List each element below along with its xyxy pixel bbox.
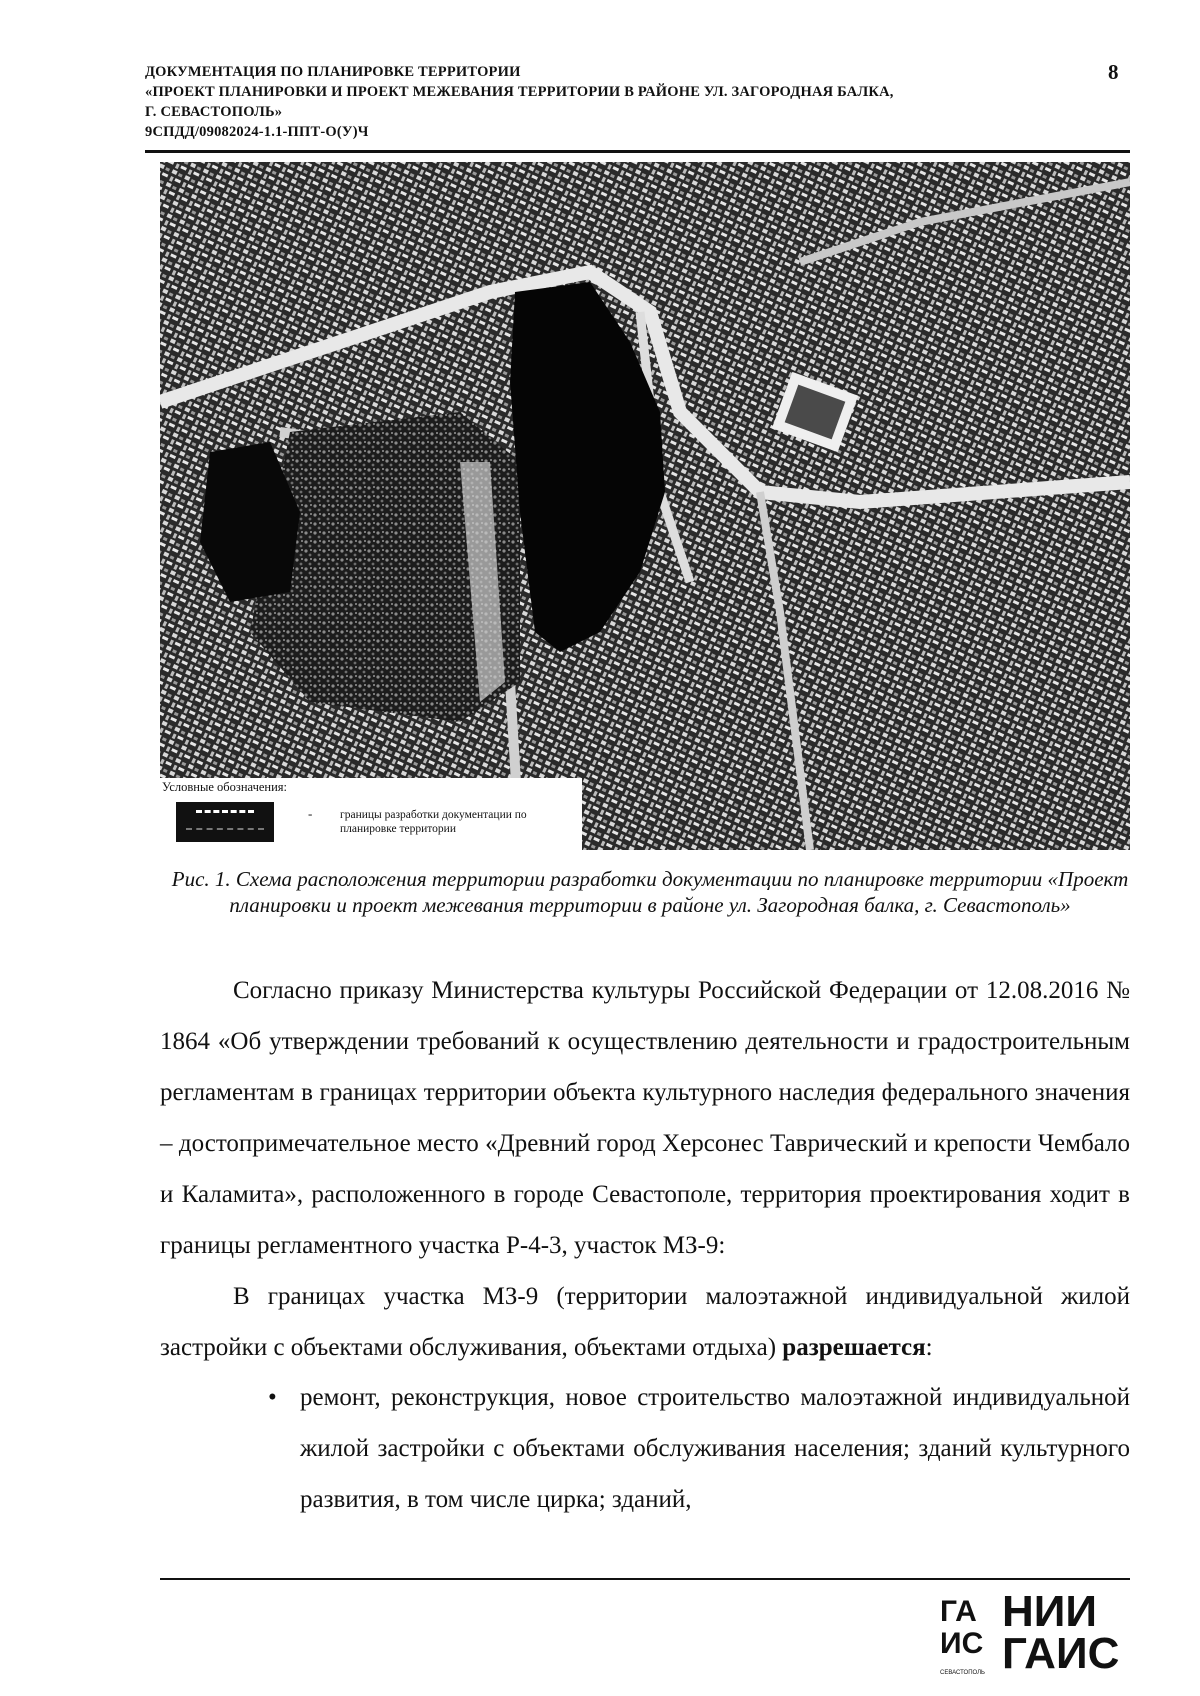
- page-number: 8: [1108, 60, 1119, 84]
- logo-mark-icon: ГА ИС: [940, 1595, 984, 1660]
- paragraph-2: [160, 1271, 1130, 1373]
- figure-caption: Рис. 1. Схема расположения территории разработки документации по планировке территории «Проект планировки и проект межевания территории в районе ул. Загородная балка, г. Севастополь»: [171, 867, 1129, 917]
- aerial-map-figure: [160, 162, 1130, 850]
- paragraph-2-bold: разрешается: [782, 1334, 926, 1361]
- header-line-1: ДОКУМЕНТАЦИЯ ПО ПЛАНИРОВКЕ ТЕРРИТОРИИ: [145, 64, 521, 80]
- header-line-4: 9СПДД/09082024-1.1-ППТ-О(У)Ч: [145, 124, 369, 140]
- footer-divider: [160, 1578, 1130, 1580]
- legend-title: Условные обозначения:: [162, 780, 288, 794]
- logo-text-line-1: НИИ: [1002, 1587, 1098, 1636]
- map-legend: [160, 778, 582, 850]
- document-header: [145, 62, 1005, 142]
- legend-dash: -: [308, 806, 313, 821]
- logo-small-text: СЕВАСТОПОЛЬ: [940, 1670, 985, 1676]
- header-line-3: Г. СЕВАСТОПОЛЬ»: [145, 104, 283, 120]
- legend-boundary-label: границы разработки документации по планировке территории: [340, 809, 527, 835]
- boundary-symbol-icon: [176, 802, 274, 842]
- nii-gais-logo: [940, 1587, 1130, 1686]
- logo-text-line-2: ГАИС: [1002, 1629, 1120, 1678]
- bullet-item-1: ремонт, реконструкция, новое строительство малоэтажной индивидуальной жилой застройки с объектами обслуживания населения; зданий культурного развития, в том числе цирка; зданий,: [300, 1384, 1130, 1513]
- bullet-icon: •: [268, 1384, 277, 1411]
- paragraph-2-text: В границах участка МЗ-9 (территории малоэтажной индивидуальной жилой застройки с объектами обслуживания, объектами отдыха): [160, 1283, 1130, 1361]
- paragraph-1: Согласно приказу Министерства культуры Российской Федерации от 12.08.2016 № 1864 «Об утверждении требований к осуществлению деятельности и градостроительным регламентам в границах территории объекта культурного наследия федерального значения – достопримечательное место «Древний город Херсонес Таврический и крепости Чембало и Каламита», расположенного в городе Севастополе, территория проектирования ходит в границы регламентного участка Р-4-3, участок МЗ-9:: [160, 977, 1130, 1259]
- header-divider: [145, 150, 1130, 153]
- header-line-2: «ПРОЕКТ ПЛАНИРОВКИ И ПРОЕКТ МЕЖЕВАНИЯ ТЕРРИТОРИИ В РАЙОНЕ УЛ. ЗАГОРОДНАЯ БАЛКА,: [145, 84, 894, 100]
- aerial-photo: [160, 162, 1130, 850]
- paragraph-2-end: :: [925, 1334, 933, 1361]
